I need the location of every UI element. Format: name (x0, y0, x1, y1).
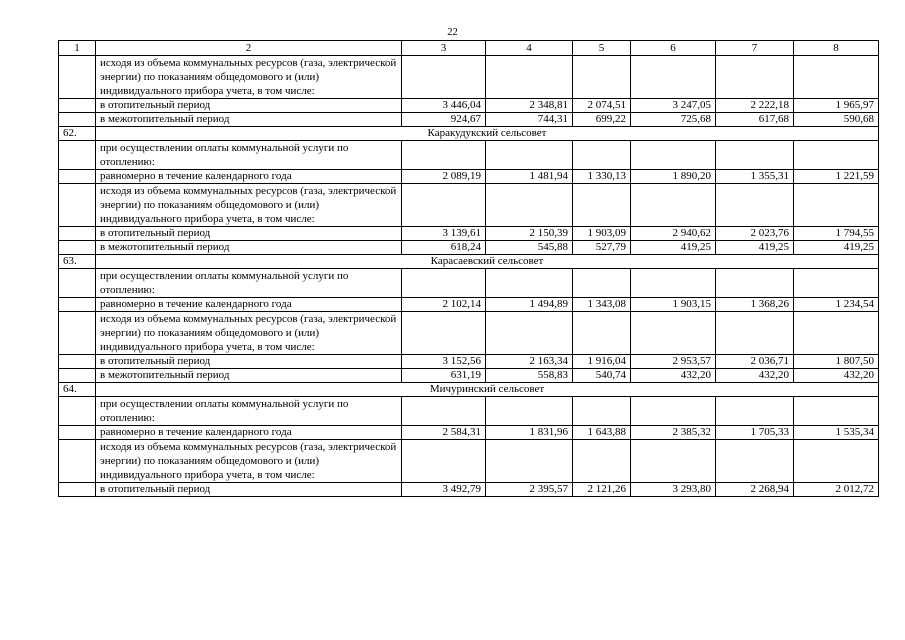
row-number-cell (59, 113, 96, 127)
value-cell (486, 397, 573, 426)
header-cell: 7 (716, 41, 794, 56)
value-cell (631, 440, 716, 483)
table-row (59, 426, 879, 440)
value-cell: 432,20 (631, 369, 716, 383)
value-cell: 432,20 (716, 369, 794, 383)
value-cell: 2 940,62 (631, 227, 716, 241)
value-cell (573, 440, 631, 483)
value-cell: 2 268,94 (716, 483, 794, 497)
value-cell (716, 56, 794, 99)
value-cell: 545,88 (486, 241, 573, 255)
value-cell (631, 312, 716, 355)
value-cell (794, 269, 879, 298)
value-cell: 2 121,26 (573, 483, 631, 497)
value-cell: 699,22 (573, 113, 631, 127)
value-cell (631, 184, 716, 227)
row-label: в отопительный период (96, 483, 402, 497)
section-number: 64. (59, 383, 96, 397)
value-cell: 558,83 (486, 369, 573, 383)
row-label: в отопительный период (96, 355, 402, 369)
value-cell (716, 440, 794, 483)
value-cell: 924,67 (402, 113, 486, 127)
row-label: при осуществлении оплаты коммунальной услуги по отоплению: (96, 269, 402, 298)
row-number-cell (59, 99, 96, 113)
value-cell: 1 807,50 (794, 355, 879, 369)
row-label: исходя из объема коммунальных ресурсов (газа, электрической энергии) по показаниям общедомового и (или) индивидуального прибора учета, в том числе: (96, 312, 402, 355)
value-cell (402, 184, 486, 227)
value-cell (486, 184, 573, 227)
row-label: при осуществлении оплаты коммунальной услуги по отоплению: (96, 141, 402, 170)
row-number-cell (59, 355, 96, 369)
page-number: 22 (447, 27, 458, 38)
value-cell: 1 705,33 (716, 426, 794, 440)
header-cell: 3 (402, 41, 486, 56)
value-cell (794, 312, 879, 355)
value-cell (794, 397, 879, 426)
value-cell: 540,74 (573, 369, 631, 383)
value-cell: 2 012,72 (794, 483, 879, 497)
value-cell: 2 348,81 (486, 99, 573, 113)
value-cell (631, 397, 716, 426)
value-cell: 617,68 (716, 113, 794, 127)
value-cell (486, 141, 573, 170)
row-label: в межотопительный период (96, 369, 402, 383)
value-cell (631, 141, 716, 170)
row-label: исходя из объема коммунальных ресурсов (газа, электрической энергии) по показаниям общедомового и (или) индивидуального прибора учета, в том числе: (96, 184, 402, 227)
value-cell: 1 234,54 (794, 298, 879, 312)
row-number-cell (59, 369, 96, 383)
value-cell (794, 141, 879, 170)
value-cell (486, 312, 573, 355)
header-cell: 6 (631, 41, 716, 56)
row-label: исходя из объема коммунальных ресурсов (газа, электрической энергии) по показаниям общедомового и (или) индивидуального прибора учета, в том числе: (96, 56, 402, 99)
value-cell: 527,79 (573, 241, 631, 255)
row-label: равномерно в течение календарного года (96, 426, 402, 440)
value-cell: 590,68 (794, 113, 879, 127)
row-number-cell (59, 298, 96, 312)
value-cell (573, 269, 631, 298)
value-cell: 1 221,59 (794, 170, 879, 184)
value-cell: 419,25 (794, 241, 879, 255)
table-row (59, 312, 879, 355)
value-cell: 2 036,71 (716, 355, 794, 369)
value-cell: 2 584,31 (402, 426, 486, 440)
value-cell (402, 141, 486, 170)
value-cell: 744,31 (486, 113, 573, 127)
value-cell: 2 163,34 (486, 355, 573, 369)
table-row (59, 113, 879, 127)
value-cell: 1 916,04 (573, 355, 631, 369)
table-row (59, 298, 879, 312)
table-header-row (59, 41, 879, 56)
value-cell: 1 481,94 (486, 170, 573, 184)
value-cell: 1 643,88 (573, 426, 631, 440)
header-cell: 2 (96, 41, 402, 56)
header-cell: 5 (573, 41, 631, 56)
value-cell (573, 141, 631, 170)
value-cell: 432,20 (794, 369, 879, 383)
value-cell: 3 293,80 (631, 483, 716, 497)
value-cell: 1 903,09 (573, 227, 631, 241)
section-title: Карасаевский сельсовет (96, 255, 879, 269)
value-cell: 3 139,61 (402, 227, 486, 241)
table-row (59, 369, 879, 383)
value-cell (716, 184, 794, 227)
header-cell: 1 (59, 41, 96, 56)
row-label: равномерно в течение календарного года (96, 298, 402, 312)
table-row (59, 141, 879, 170)
value-cell: 2 953,57 (631, 355, 716, 369)
value-cell: 2 385,32 (631, 426, 716, 440)
value-cell (716, 397, 794, 426)
value-cell (486, 269, 573, 298)
value-cell (631, 56, 716, 99)
value-cell: 618,24 (402, 241, 486, 255)
value-cell: 1 494,89 (486, 298, 573, 312)
value-cell (402, 269, 486, 298)
value-cell (631, 269, 716, 298)
table-row (59, 99, 879, 113)
row-number-cell (59, 227, 96, 241)
section-number: 63. (59, 255, 96, 269)
row-number-cell (59, 170, 96, 184)
table-row (59, 170, 879, 184)
row-label: исходя из объема коммунальных ресурсов (газа, электрической энергии) по показаниям общедомового и (или) индивидуального прибора учета, в том числе: (96, 440, 402, 483)
row-number-cell (59, 397, 96, 426)
row-number-cell (59, 440, 96, 483)
table-row (59, 440, 879, 483)
table-row (59, 269, 879, 298)
header-cell: 4 (486, 41, 573, 56)
value-cell (794, 440, 879, 483)
value-cell (716, 312, 794, 355)
row-number-cell (59, 241, 96, 255)
value-cell (794, 184, 879, 227)
section-row (59, 383, 879, 397)
value-cell: 1 831,96 (486, 426, 573, 440)
table-row (59, 355, 879, 369)
section-title: Каракудукский сельсовет (96, 127, 879, 141)
section-title: Мичуринский сельсовет (96, 383, 879, 397)
value-cell: 2 150,39 (486, 227, 573, 241)
value-cell: 1 903,15 (631, 298, 716, 312)
value-cell: 3 247,05 (631, 99, 716, 113)
value-cell: 3 492,79 (402, 483, 486, 497)
table-row (59, 483, 879, 497)
value-cell: 2 395,57 (486, 483, 573, 497)
value-cell (573, 184, 631, 227)
value-cell: 1 965,97 (794, 99, 879, 113)
row-number-cell (59, 56, 96, 99)
value-cell: 3 152,56 (402, 355, 486, 369)
row-number-cell (59, 426, 96, 440)
value-cell: 419,25 (631, 241, 716, 255)
value-cell: 725,68 (631, 113, 716, 127)
value-cell: 2 074,51 (573, 99, 631, 113)
table-row (59, 56, 879, 99)
section-number: 62. (59, 127, 96, 141)
value-cell (486, 440, 573, 483)
value-cell: 1 368,26 (716, 298, 794, 312)
row-number-cell (59, 269, 96, 298)
row-label: в отопительный период (96, 99, 402, 113)
value-cell (716, 141, 794, 170)
value-cell: 1 343,08 (573, 298, 631, 312)
value-cell (402, 56, 486, 99)
value-cell (573, 312, 631, 355)
row-number-cell (59, 141, 96, 170)
header-cell: 8 (794, 41, 879, 56)
row-label: в межотопительный период (96, 113, 402, 127)
table-row (59, 184, 879, 227)
value-cell (573, 397, 631, 426)
section-row (59, 255, 879, 269)
value-cell: 1 890,20 (631, 170, 716, 184)
value-cell (402, 397, 486, 426)
row-label: в межотопительный период (96, 241, 402, 255)
value-cell (486, 56, 573, 99)
table-row (59, 241, 879, 255)
value-cell (402, 312, 486, 355)
value-cell: 3 446,04 (402, 99, 486, 113)
value-cell (573, 56, 631, 99)
section-row (59, 127, 879, 141)
value-cell: 2 222,18 (716, 99, 794, 113)
value-cell: 2 023,76 (716, 227, 794, 241)
value-cell: 1 330,13 (573, 170, 631, 184)
row-label: при осуществлении оплаты коммунальной услуги по отоплению: (96, 397, 402, 426)
table-row (59, 227, 879, 241)
tariff-table (58, 40, 879, 497)
value-cell: 1 355,31 (716, 170, 794, 184)
value-cell: 631,19 (402, 369, 486, 383)
row-number-cell (59, 184, 96, 227)
row-number-cell (59, 483, 96, 497)
row-number-cell (59, 312, 96, 355)
value-cell: 419,25 (716, 241, 794, 255)
value-cell: 2 089,19 (402, 170, 486, 184)
value-cell (794, 56, 879, 99)
value-cell: 1 794,55 (794, 227, 879, 241)
row-label: в отопительный период (96, 227, 402, 241)
value-cell: 2 102,14 (402, 298, 486, 312)
table-row (59, 397, 879, 426)
value-cell: 1 535,34 (794, 426, 879, 440)
value-cell (402, 440, 486, 483)
row-label: равномерно в течение календарного года (96, 170, 402, 184)
value-cell (716, 269, 794, 298)
